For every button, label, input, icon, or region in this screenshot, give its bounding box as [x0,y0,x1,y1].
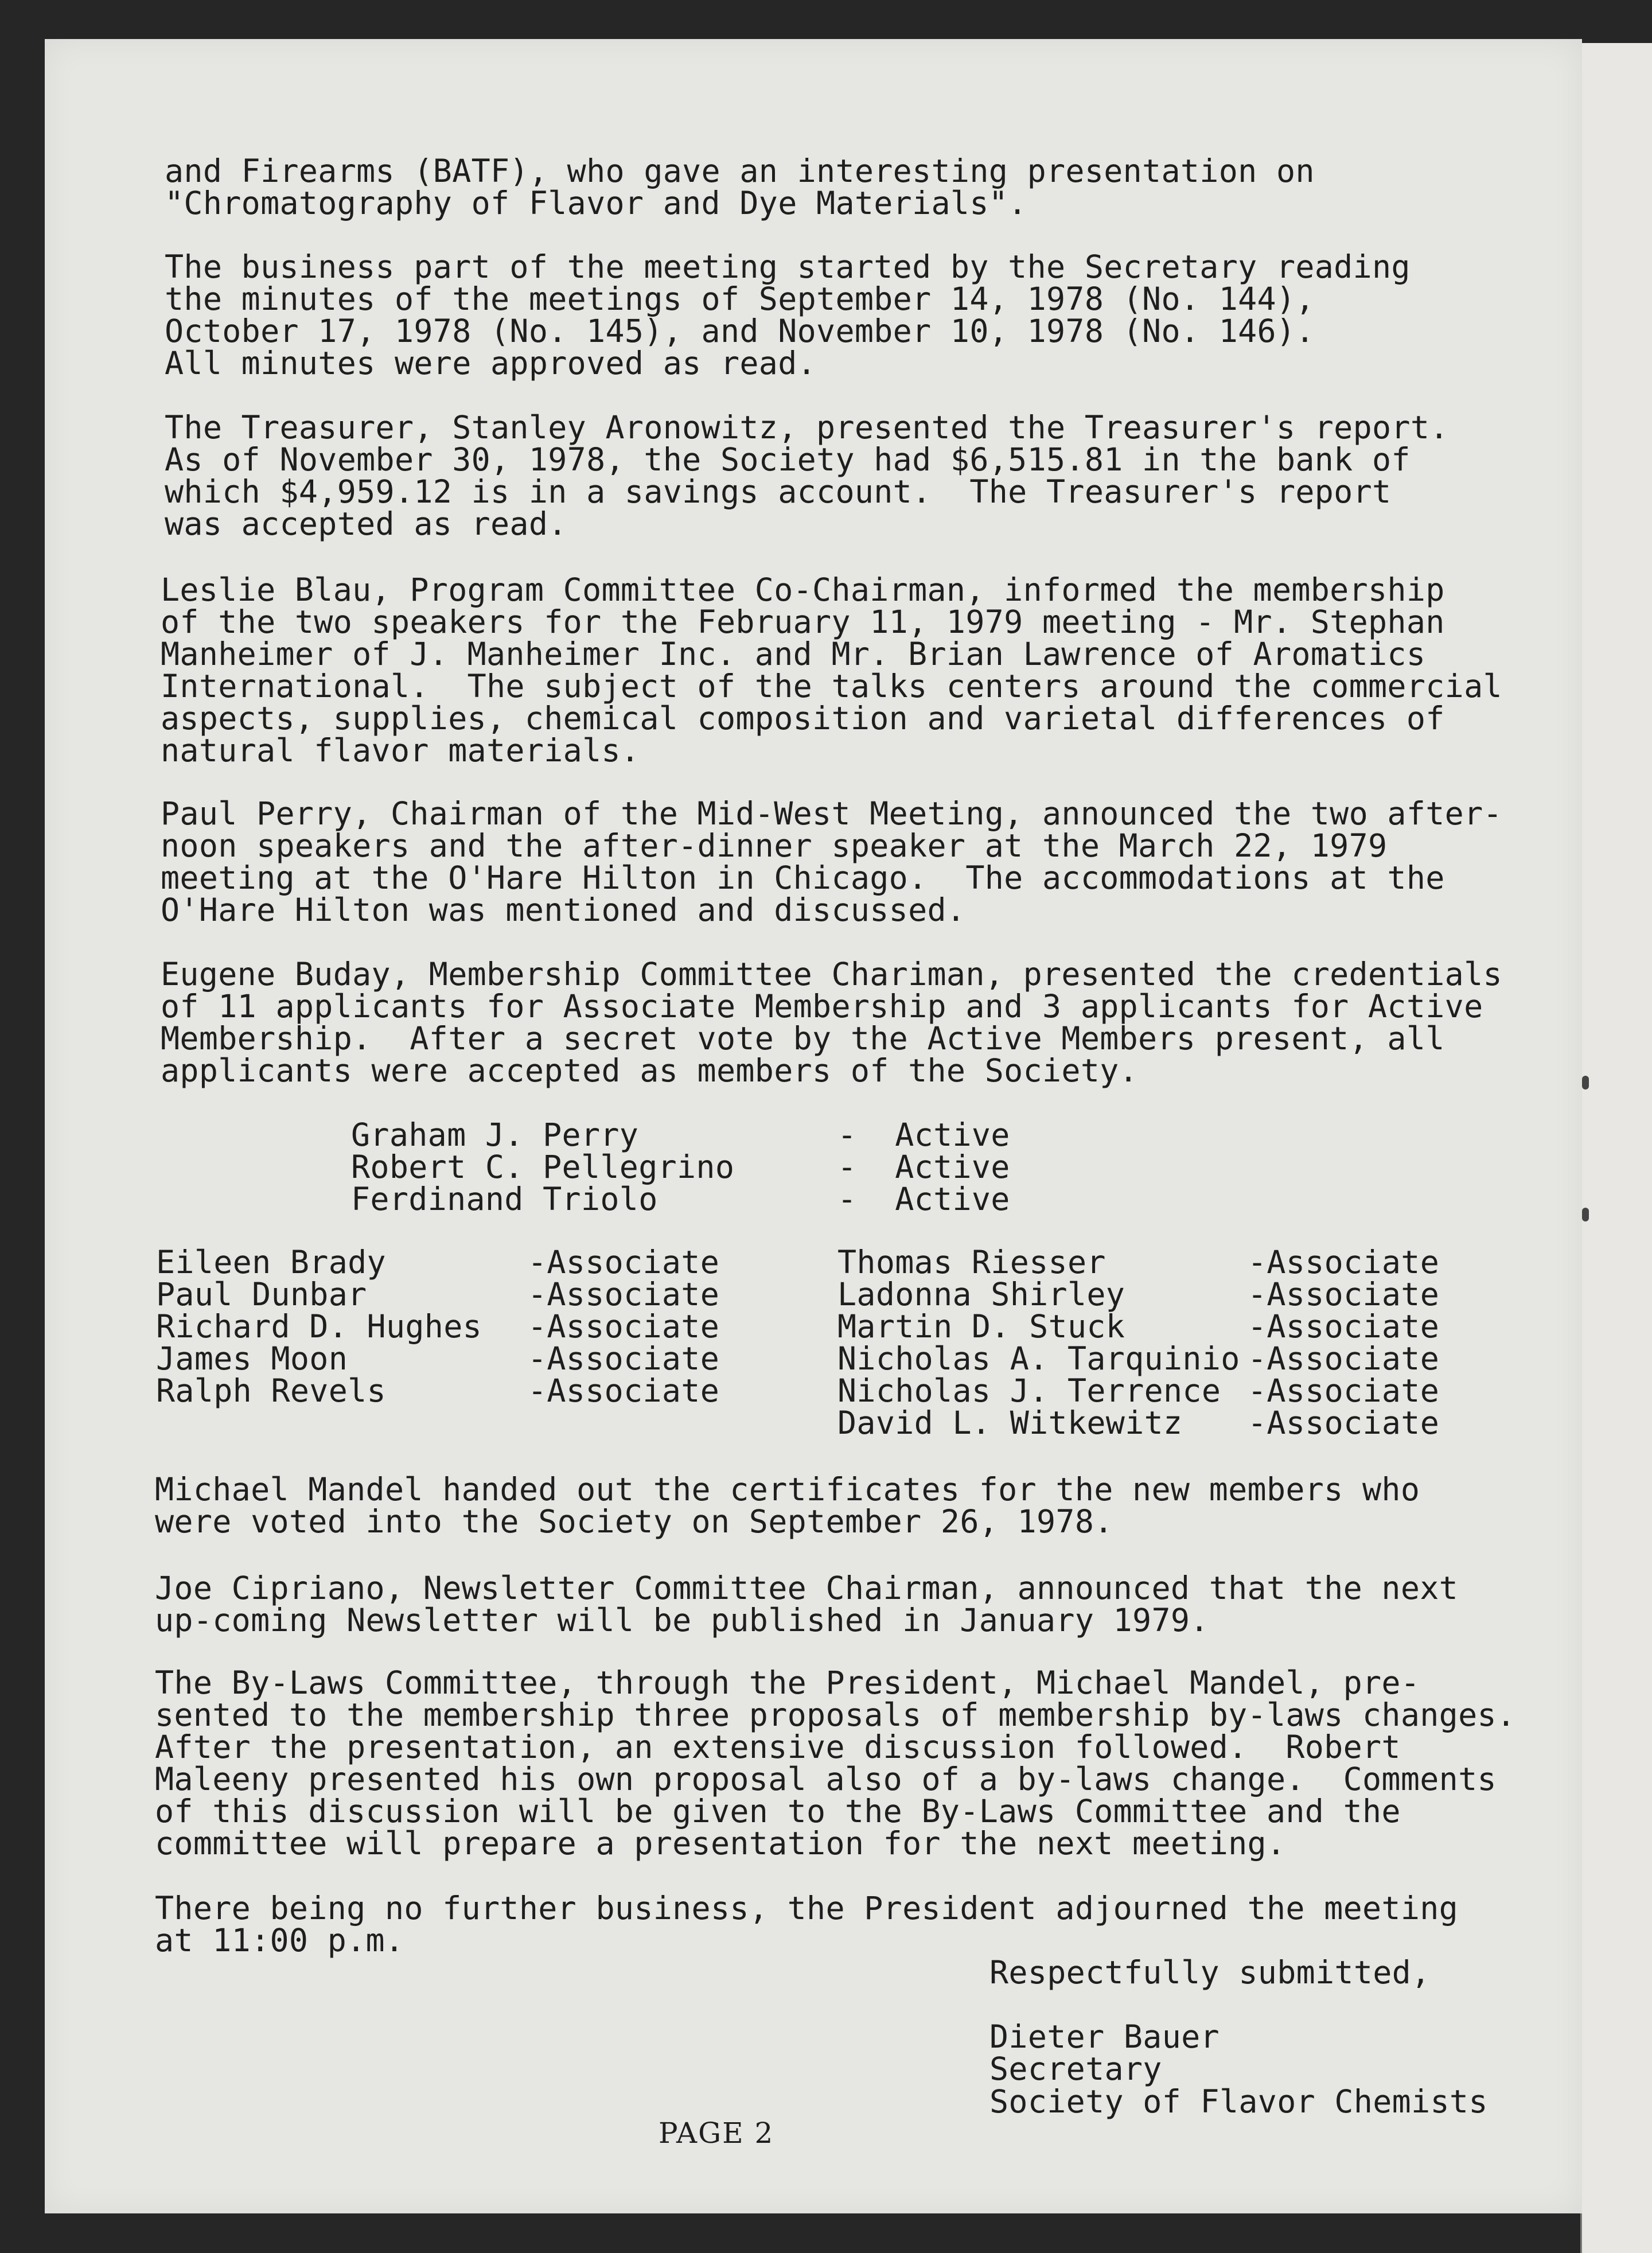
paragraph-certificates: Michael Mandel handed out the certificates for the new members who were voted into the Society on September 26, 1978. [155,1471,1420,1540]
associate-status-left: -Associate -Associate -Associate -Associate -Associate [528,1244,720,1409]
signature-title: Secretary [989,2050,1162,2087]
next-page-edge [1580,43,1652,2253]
active-member-status: - Active - Active - Active [837,1116,1010,1217]
page-edge-mark [1582,1208,1589,1221]
signature-organization: Society of Flavor Chemists [989,2083,1488,2120]
paragraph-newsletter: Joe Cipriano, Newsletter Committee Chairman, announced that the next up-coming Newsletter will be published in January 1979. [155,1570,1459,1639]
page-number: PAGE 2 [659,2116,774,2150]
associate-names-right: Thomas Riesser Ladonna Shirley Martin D. Stuck Nicholas A. Tarquinio Nicholas J. Terrence David L. Witkewitz [837,1244,1240,1441]
active-member-names: Graham J. Perry Robert C. Pellegrino Ferdinand Triolo [351,1116,735,1217]
paragraph-membership-committee: Eugene Buday, Membership Committee Chariman, presented the credentials of 11 applicants for Associate Membership and 3 applicants for Active Membership. After a secret vote by the Active Members present, all applicants were accepted as members of the Society. [161,956,1502,1089]
paragraph-minutes-approval: The business part of the meeting started by the Secretary reading the minutes of the meetings of September 14, 1978 (No. 144), October 17, 1978 (No. 145), and November 10, 1978 (No. 146). All minutes were approved as read. [165,248,1411,382]
paragraph-treasurer-report: The Treasurer, Stanley Aronowitz, presented the Treasurer's report. As of November 30, 1978, the Society had $6,515.81 in the bank of which $4,959.12 is in a savings account. The Treasurer's report was accepted as read. [165,409,1449,542]
associate-names-left: Eileen Brady Paul Dunbar Richard D. Hughes James Moon Ralph Revels [156,1244,482,1409]
paragraph-batf-presentation: and Firearms (BATF), who gave an interesting presentation on "Chromatography of Flavor and Dye Materials". [165,153,1315,221]
paragraph-bylaws: The By-Laws Committee, through the President, Michael Mandel, pre- sented to the membership three proposals of membership by-laws changes. After the presentation, an extensive discussion followed. Robert Maleeny presented his own proposal also of a by-laws change. Comments of this discussion will be given to the By-Laws Committee and the committee will prepare a presentation for the next meeting. [155,1664,1516,1862]
paragraph-adjournment: There being no further business, the President adjourned the meeting at 11:00 p.m. [155,1890,1459,1959]
paragraph-midwest-meeting: Paul Perry, Chairman of the Mid-West Meeting, announced the two after- noon speakers and the after-dinner speaker at the March 22, 1979 meeting at the O'Hare Hilton in Chicago. The accommodations at the O'Hare Hilton was mentioned and discussed. [161,795,1502,928]
signature-closing: Respectfully submitted, [989,1954,1431,1991]
signature-name: Dieter Bauer [989,2018,1219,2055]
paragraph-program-committee: Leslie Blau, Program Committee Co-Chairman, informed the membership of the two speakers for the February 11, 1979 meeting - Mr. Stephan Manheimer of J. Manheimer Inc. and Mr. Brian Lawrence of Aromatics International. The subject of the talks centers around the commercial aspects, supplies, chemical composition and varietal differences of natural flavor materials. [161,571,1502,769]
associate-status-right: -Associate -Associate -Associate -Associate -Associate -Associate [1248,1244,1440,1441]
page-edge-mark [1582,1076,1589,1089]
